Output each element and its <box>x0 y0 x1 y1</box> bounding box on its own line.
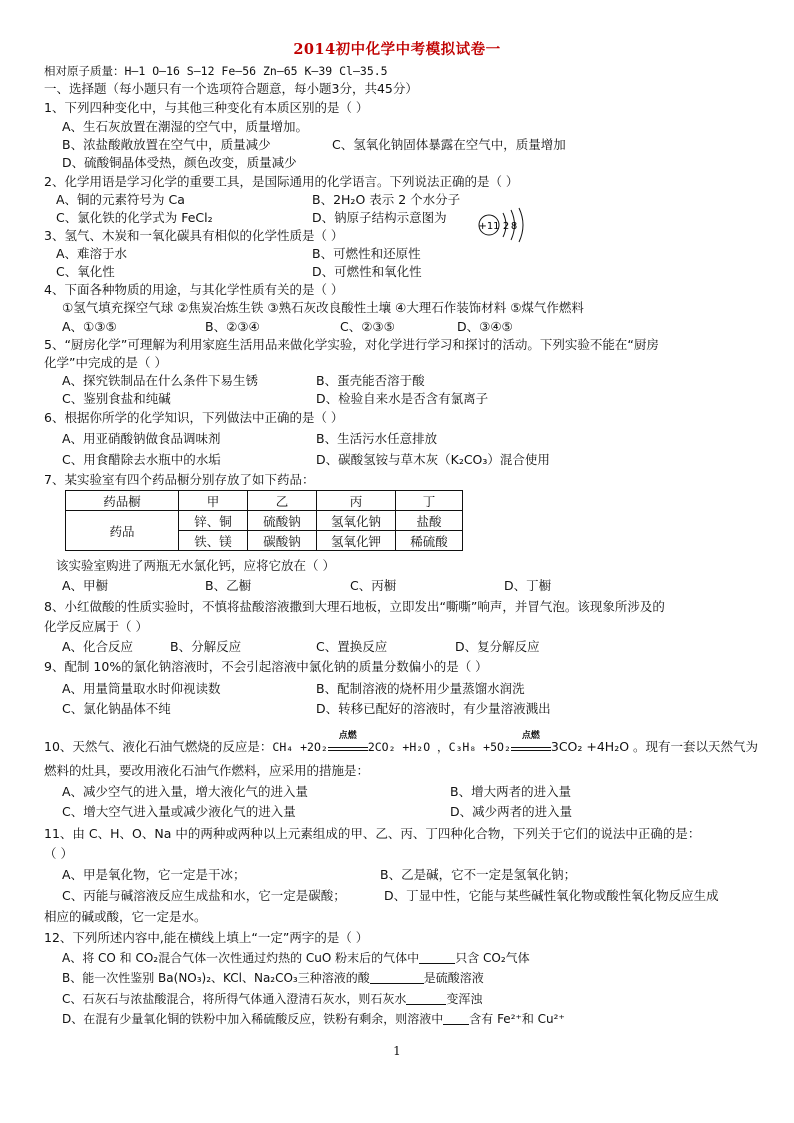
question-10-stem-line-1 <box>44 731 759 756</box>
table-cell: 硫酸钠 <box>248 511 317 531</box>
question-10-stem-line-2: 燃料的灶具，要改用液化石油气作燃料，应采用的措施是： <box>44 763 370 778</box>
question-12-option-b <box>62 969 484 987</box>
equation-1-products: 2CO₂ +H₂O ， <box>367 740 449 754</box>
question-10-option-d: D、减少两者的进入量 <box>450 804 573 819</box>
question-3-option-c: C、氧化性 <box>56 264 115 279</box>
question-6-option-c: C、用食醋除去水瓶中的水垢 <box>62 452 221 467</box>
page-number: 1 <box>393 1044 401 1058</box>
question-7-option-c: C、丙橱 <box>350 578 397 593</box>
reaction-condition: 点燃 <box>521 731 540 741</box>
question-12-option-c-text: C、石灰石与浓盐酸混合，将所得气体通入澄清石灰水，则石灰水 <box>62 992 407 1006</box>
question-11-option-d-continued: 相应的碱或酸，它一定是水。 <box>44 909 207 924</box>
question-11-option-b: B、乙是碱，它不一定是氢氧化钠； <box>380 867 577 882</box>
question-11-stem-line-2: （ ） <box>44 846 73 861</box>
question-9-option-b: B、配制溶液的烧杯用少量蒸馏水润洗 <box>316 681 525 696</box>
question-1-option-d: D、硫酸铜晶体受热，颜色改变，质量减少 <box>62 155 297 170</box>
table-row <box>66 491 463 511</box>
reaction-arrow <box>511 731 551 751</box>
table-row-label: 药品 <box>66 511 179 551</box>
question-2-option-d: D、钠原子结构示意图为 <box>312 210 447 225</box>
question-8-option-d: D、复分解反应 <box>455 639 540 654</box>
question-12-option-c <box>62 990 482 1008</box>
answer-blank[interactable] <box>419 951 455 964</box>
question-4-stem: 4、下面各种物质的用途，与其化学性质有关的是（ ） <box>44 282 344 297</box>
question-8-option-b: B、分解反应 <box>170 639 242 654</box>
question-9-option-c: C、氯化钠晶体不纯 <box>62 701 171 716</box>
table-cell: 盐酸 <box>396 511 463 531</box>
table-header-cell: 药品橱 <box>66 491 179 511</box>
question-12-option-d <box>62 1010 565 1028</box>
question-9-stem: 9、配制 10%的氯化钠溶液时，不会引起溶液中氯化钠的质量分数偏小的是（ ） <box>44 659 488 674</box>
cabinet-table <box>65 490 463 551</box>
question-9-option-a: A、用量筒量取水时仰视读数 <box>62 681 221 696</box>
table-cell: 稀硫酸 <box>396 531 463 551</box>
equation-2-products: 3CO₂ +4H₂O 。现有一套以天然气为 <box>550 739 759 754</box>
question-10-intro: 10、天然气、液化石油气燃烧的反应是： <box>44 739 273 754</box>
question-12-option-b-text: B、能一次性鉴别 Ba(NO₃)₂、KCl、Na₂CO₃三种溶液的酸 <box>62 971 370 985</box>
question-8-stem-line-1: 8、小红做酸的性质实验时，不慎将盐酸溶液撒到大理石地板，立即发出“嘶嘶”响声，并冒气泡。该现象所涉及的 <box>44 599 665 614</box>
question-4-option-a: A、①③⑤ <box>62 319 117 334</box>
table-cell: 铁、镁 <box>179 531 248 551</box>
reaction-arrow <box>328 731 368 751</box>
atomic-mass-line: 相对原子质量：H—1 O—16 S—12 Fe—56 Zn—65 K—39 Cl—35.5 <box>44 64 388 78</box>
question-3-stem: 3、氢气、木炭和一氧化碳具有相似的化学性质是（ ） <box>44 228 344 243</box>
question-11-option-a: A、甲是氧化物，它一定是干冰； <box>62 867 246 882</box>
table-header-cell: 乙 <box>248 491 317 511</box>
table-header-cell: 甲 <box>179 491 248 511</box>
question-2-option-c: C、氯化铁的化学式为 FeCl₂ <box>56 210 213 225</box>
table-cell: 碳酸钠 <box>248 531 317 551</box>
question-12-option-c-text-end: 变浑浊 <box>446 992 483 1006</box>
question-8-option-c: C、置换反应 <box>316 639 388 654</box>
nucleus-charge: +11 <box>478 221 500 232</box>
answer-blank[interactable] <box>370 971 424 984</box>
question-5-stem-line-2: 化学”中完成的是（ ） <box>44 355 167 370</box>
answer-blank[interactable] <box>406 992 446 1005</box>
question-2-option-b: B、2H₂O 表示 2 个水分子 <box>312 192 461 207</box>
question-8-stem-line-2: 化学反应属于（ ） <box>44 619 148 634</box>
table-row <box>66 511 463 531</box>
table-cell: 锌、铜 <box>179 511 248 531</box>
question-12-stem: 12、下列所述内容中,能在横线上填上“一定”两字的是（ ） <box>44 930 369 945</box>
section-heading: 一、选择题（每小题只有一个选项符合题意，每小题3分，共45分） <box>44 81 418 96</box>
question-10-option-c: C、增大空气进入量或减少液化气的进入量 <box>62 804 296 819</box>
question-7-option-b: B、乙橱 <box>205 578 252 593</box>
equation-2-reactants: C₃H₈ +5O₂ <box>448 740 511 754</box>
question-10-option-a: A、减少空气的进入量，增大液化气的进入量 <box>62 784 309 799</box>
answer-blank[interactable] <box>443 1012 469 1025</box>
question-2-option-a: A、铜的元素符号为 Ca <box>56 192 185 207</box>
question-5-option-d: D、检验自来水是否含有氯离子 <box>316 391 489 406</box>
shell-arc-3 <box>519 208 523 242</box>
question-12-option-a-text-end: 只含 CO₂气体 <box>455 951 530 965</box>
equation-1-reactants: CH₄ +2O₂ <box>272 740 328 754</box>
question-1-option-a: A、生石灰放置在潮湿的空气中，质量增加。 <box>62 119 309 134</box>
question-3-option-d: D、可燃性和氧化性 <box>312 264 422 279</box>
question-4-option-b: B、②③④ <box>205 319 260 334</box>
reaction-condition: 点燃 <box>338 731 357 741</box>
question-6-stem: 6、根据你所学的化学知识，下列做法中正确的是（ ） <box>44 410 344 425</box>
question-1-stem: 1、下列四种变化中，与其他三种变化有本质区别的是（ ） <box>44 100 369 115</box>
question-12-option-d-text: D、在混有少量氧化铜的铁粉中加入稀硫酸反应，铁粉有剩余，则溶液中 <box>62 1012 444 1026</box>
table-cell: 氢氧化钾 <box>317 531 396 551</box>
question-3-option-b: B、可燃性和还原性 <box>312 246 421 261</box>
question-6-option-d: D、碳酸氢铵与草木灰（K₂CO₃）混合使用 <box>316 452 550 467</box>
question-6-option-a: A、用亚硝酸钠做食品调味剂 <box>62 431 221 446</box>
question-10-option-b: B、增大两者的进入量 <box>450 784 572 799</box>
question-1-option-b: B、浓盐酸敞放置在空气中，质量减少 <box>62 137 271 152</box>
question-12-option-a-text: A、将 CO 和 CO₂混合气体一次性通过灼热的 CuO 粉末后的气体中 <box>62 951 420 965</box>
question-4-items: ①氢气填充探空气球 ②焦炭冶炼生铁 ③熟石灰改良酸性土壤 ④大理石作装饰材料 ⑤煤气作燃料 <box>62 300 584 315</box>
question-5-option-c: C、鉴别食盐和纯碱 <box>62 391 171 406</box>
question-5-stem-line-1: 5、“厨房化学”可理解为利用家庭生活用品来做化学实验，对化学进行学习和探讨的活动。下列实验不能在“厨房 <box>44 337 659 352</box>
question-1-option-c: C、氢氧化钠固体暴露在空气中，质量增加 <box>332 137 566 152</box>
question-12-option-b-text-end: 是硫酸溶液 <box>423 971 484 985</box>
question-12-option-a <box>62 949 530 967</box>
question-8-option-a: A、化合反应 <box>62 639 134 654</box>
question-11-option-d: D、丁显中性，它能与某些碱性氧化物或酸性氧化物反应生成 <box>384 888 719 903</box>
question-2-stem: 2、化学用语是学习化学的重要工具，是国际通用的化学语言。下列说法正确的是（ ） <box>44 174 519 189</box>
question-7-option-d: D、丁橱 <box>504 578 552 593</box>
question-3-option-a: A、难溶于水 <box>56 246 128 261</box>
question-5-option-a: A、探究铁制品在什么条件下易生锈 <box>62 373 259 388</box>
shell-2-electrons: 8 <box>510 221 518 232</box>
question-11-stem-line-1: 11、由 C、H、O、Na 中的两种或两种以上元素组成的甲、乙、丙、丁四种化合物，下列关于它们的说法中正确的是： <box>44 826 701 841</box>
question-4-option-d: D、③④⑤ <box>457 319 513 334</box>
table-header-cell: 丙 <box>317 491 396 511</box>
question-11-option-c: C、丙能与碱溶液反应生成盐和水，它一定是碳酸； <box>62 888 346 903</box>
question-7-stem-2: 该实验室购进了两瓶无水氯化钙，应将它放在（ ） <box>56 558 335 573</box>
table-header-cell: 丁 <box>396 491 463 511</box>
question-4-option-c: C、②③⑤ <box>340 319 395 334</box>
exam-title: 2014初中化学中考模拟试卷一 <box>293 41 501 58</box>
question-6-option-b: B、生活污水任意排放 <box>316 431 438 446</box>
question-5-option-b: B、蛋壳能否溶于酸 <box>316 373 425 388</box>
sodium-atom-diagram <box>476 207 526 243</box>
question-7-option-a: A、甲橱 <box>62 578 109 593</box>
question-9-option-d: D、转移已配好的溶液时，有少量溶液溅出 <box>316 701 551 716</box>
question-12-option-d-text-end: 含有 Fe²⁺和 Cu²⁺ <box>469 1012 565 1026</box>
table-cell: 氢氧化钠 <box>317 511 396 531</box>
shell-1-electrons: 2 <box>502 221 510 232</box>
question-7-stem: 7、某实验室有四个药品橱分别存放了如下药品： <box>44 472 315 487</box>
